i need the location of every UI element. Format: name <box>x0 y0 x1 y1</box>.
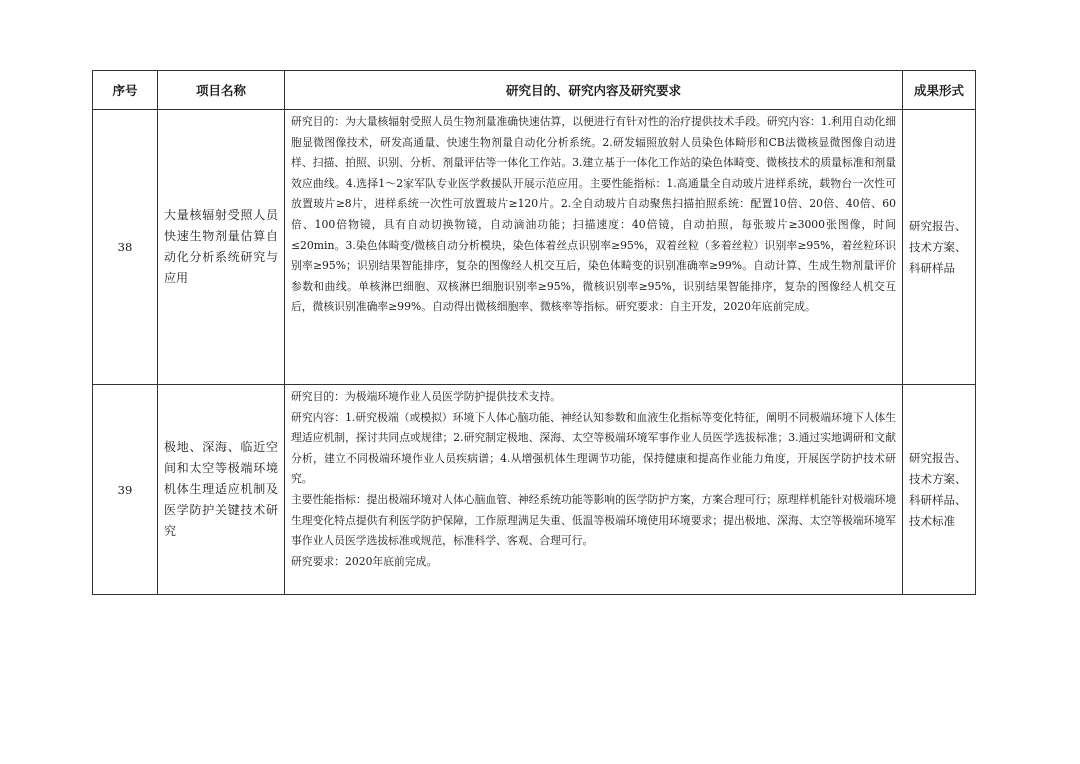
table-row <box>93 110 976 385</box>
row-content <box>285 110 903 385</box>
content-paragraph: 研究目的：为极端环境作业人员医学防护提供技术支持。 <box>291 390 561 403</box>
table-header-row <box>93 71 976 110</box>
content-paragraph: 研究目的：为大量核辐射受照人员生物剂量准确快速估算，以便进行有针对性的治疗提供技术手段。研究内容：1.利用自动化细胞显微图像技术，研发高通量、快速生物剂量自动化分析系统。2.研发辐照放射人员染色体畸形和CB法微核显微图像自动进样、扫描、拍照、识别、分析、剂量评估等一体化工作站。3.建立基于一体化工作站的染色体畸变、微核技术的质量标准和剂量效应曲线。4.选择1～2家军队专业医学救援队开展示范应用。主要性能指标：1.高通量全自动玻片进样系统，载物台一次性可放置玻片≥8片，进样系统一次性可放置玻片≥120片。2.全自动玻片自动聚焦扫描拍照系统：配置10倍、20倍、40倍、60倍、100倍物镜，具有自动切换物镜，自动滴油功能；扫描速度：40倍镜，自动拍照，每张玻片≥3000张图像，时间≤20min。3.染色体畸变/微核自动分析模块，染色体着丝点识别率≥95%，双着丝粒（多着丝粒）识别率≥95%，着丝粒环识别率≥95%；识别结果智能排序，复杂的图像经人机交互后，染色体畸变的识别准确率≥99%。自动计算、生成生物剂量评价参数和曲线。单核淋巴细胞、双核淋巴细胞识别率≥95%，微核识别率≥95%，识别结果智能排序，复杂的图像经人机交互后，微核识别准确率≥99%。自动得出微核细胞率、微核率等指标。研究要求：自主开发，2020年底前完成。 <box>291 115 896 314</box>
content-paragraph: 研究内容：1.研究极端（或模拟）环境下人体心脑功能、神经认知参数和血液生化指标等变化特征，阐明不同极端环境下人体生理适应机制，探讨共同点或规律；2.研究制定极地、深海、太空等极端环境军事作业人员医学选拔标准；3.通过实地调研和文献分析，建立不同极端环境作业人员疾病谱；4.从增强机体生理调节功能，保持健康和提高作业能力角度，开展医学防护技术研究。 <box>291 410 896 486</box>
row-no: 38 <box>93 110 158 385</box>
content-paragraph: 主要性能指标：提出极端环境对人体心脑血管、神经系统功能等影响的医学防护方案，方案合理可行；原理样机能针对极端环境生理变化特点提供有利医学防护保障，工作原理满足失重、低温等极端环境使用环境要求；提出极地、深海、太空等极端环境军事作业人员医学选拔标准或规范，标准科学、客观、合理可行。 <box>291 492 896 548</box>
content-paragraph: 研究要求：2020年底前完成。 <box>291 554 438 568</box>
header-result: 成果形式 <box>903 71 976 110</box>
header-no: 序号 <box>93 71 158 110</box>
row-result: 研究报告、技术方案、科研样品、技术标准 <box>903 385 976 595</box>
row-content <box>285 385 903 595</box>
header-name: 项目名称 <box>158 71 285 110</box>
project-table <box>92 70 976 595</box>
row-project-name: 极地、深海、临近空间和太空等极端环境机体生理适应机制及医学防护关键技术研究 <box>158 385 285 595</box>
row-project-name: 大量核辐射受照人员快速生物剂量估算自动化分析系统研究与应用 <box>158 110 285 385</box>
row-no: 39 <box>93 385 158 595</box>
table-row <box>93 385 976 595</box>
row-result: 研究报告、技术方案、科研样品 <box>903 110 976 385</box>
header-content: 研究目的、研究内容及研究要求 <box>285 71 903 110</box>
